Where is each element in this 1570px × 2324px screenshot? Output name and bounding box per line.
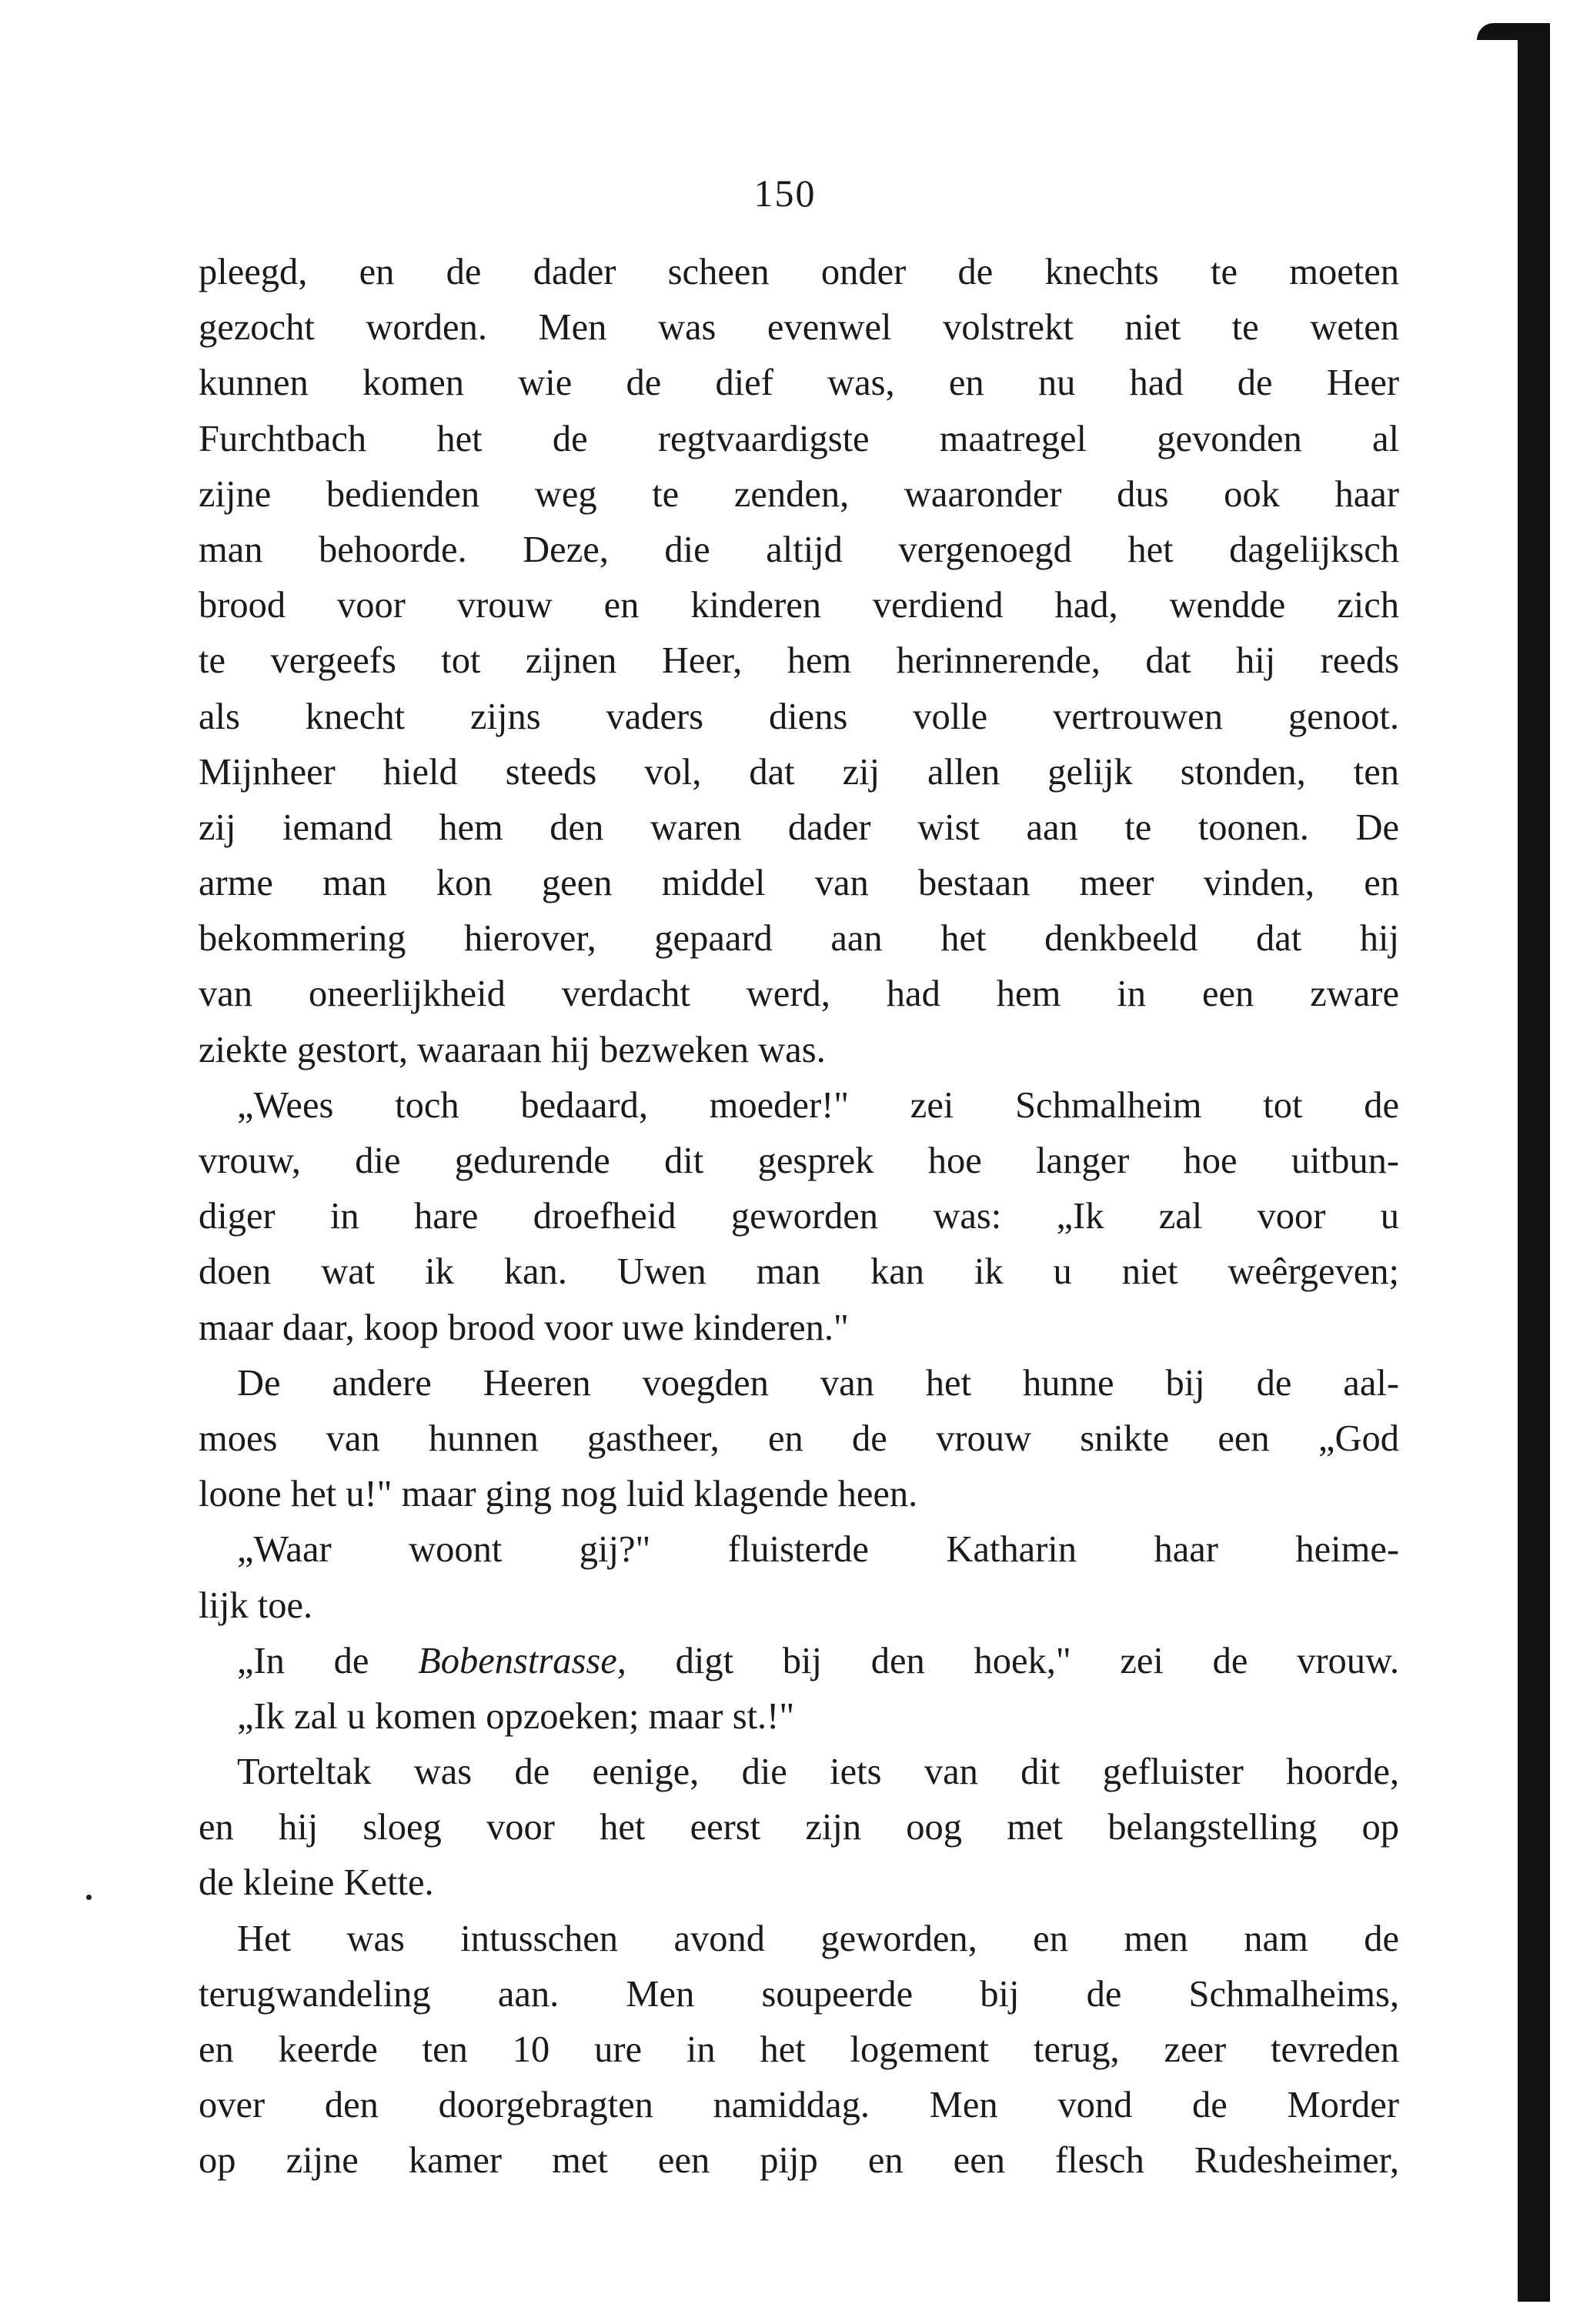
text-line: vrouw, die gedurende dit gesprek hoe langer hoe uitbun- <box>199 1140 1399 1181</box>
text-line: Furchtbach het de regtvaardigste maatregel gevonden al <box>199 418 1399 459</box>
text-line: loone het u!" maar ging nog luid klagende heen. <box>199 1474 918 1515</box>
text-line: gezocht worden. Men was evenwel volstrekt niet te weten <box>199 307 1399 349</box>
text-line: man behoorde. Deze, die altijd vergenoegd het dagelijksch <box>199 529 1399 570</box>
text-line: doen wat ik kan. Uwen man kan ik u niet weêrgeven; <box>199 1251 1399 1293</box>
text-line: lijk toe. <box>199 1584 313 1626</box>
text-line: als knecht zijns vaders diens volle vertrouwen genoot. <box>199 696 1399 737</box>
text-line: moes van hunnen gastheer, en de vrouw snikte een „God <box>199 1417 1399 1459</box>
text-line: „Waar woont gij?" fluisterde Katharin haar heime- <box>237 1529 1399 1571</box>
text-line: „Ik zal u komen opzoeken; maar st.!" <box>237 1695 795 1737</box>
text-line: kunnen komen wie de dief was, en nu had de Heer <box>199 362 1399 404</box>
page-number: 150 <box>753 172 817 215</box>
text-line: De andere Heeren voegden van het hunne bij de aal- <box>237 1362 1399 1404</box>
text-line: pleegd, en de dader scheen onder de knechts te moeten <box>199 252 1399 292</box>
text-line: „Wees toch bedaard, moeder!" zei Schmalheim tot de <box>237 1084 1399 1126</box>
text-line: op zijne kamer met een pijp en een flesch Rudesheimer, <box>199 2140 1399 2182</box>
text-line: terugwandeling aan. Men soupeerde bij de Schmalheims, <box>199 1973 1399 2015</box>
text-line: Torteltak was de eenige, die iets van dit gefluister hoorde, <box>237 1751 1399 1793</box>
text-line: en hij sloeg voor het eerst zijn oog met belangstelling op <box>199 1807 1399 1848</box>
text-line: zijne bedienden weg te zenden, waaronder dus ook haar <box>199 473 1399 515</box>
scan-binding-edge <box>1518 28 1550 2302</box>
text-line: ziekte gestort, waaraan hij bezweken was. <box>199 1029 826 1070</box>
text-line: over den doorgebragten namiddag. Men vond de Morder <box>199 2085 1399 2126</box>
text-line: zij iemand hem den waren dader wist aan te toonen. De <box>199 806 1399 848</box>
text-line: bekommering hierover, gepaard aan het denkbeeld dat hij <box>199 918 1399 960</box>
italic-street-name: Bobenstrasse, <box>418 1640 626 1681</box>
text-line: de kleine Kette. <box>199 1862 434 1904</box>
text-line: te vergeefs tot zijnen Heer, hem herinnerende, dat hij reeds <box>199 640 1399 682</box>
text-line-with-italic <box>199 1634 1399 1689</box>
text-line: en keerde ten 10 ure in het logement terug, zeer tevreden <box>199 2029 1399 2070</box>
text-line: Het was intusschen avond geworden, en men nam de <box>237 1918 1399 1959</box>
scan-speck <box>86 1895 92 1900</box>
text-fragment: digt bij den hoek," zei de vrouw. <box>626 1640 1399 1681</box>
text-line: brood voor vrouw en kinderen verdiend had, wendde zich <box>199 585 1399 626</box>
text-fragment: „In de <box>237 1640 419 1681</box>
body-text <box>199 245 1399 2189</box>
text-line: van oneerlijkheid verdacht werd, had hem in een zware <box>199 973 1399 1015</box>
text-line: maar daar, koop brood voor uwe kinderen." <box>199 1307 849 1348</box>
text-line: diger in hare droefheid geworden was: „Ik zal voor u <box>199 1196 1399 1237</box>
text-line: Mijnheer hield steeds vol, dat zij allen gelijk stonden, ten <box>199 751 1399 793</box>
text-line: arme man kon geen middel van bestaan meer vinden, en <box>199 863 1399 904</box>
